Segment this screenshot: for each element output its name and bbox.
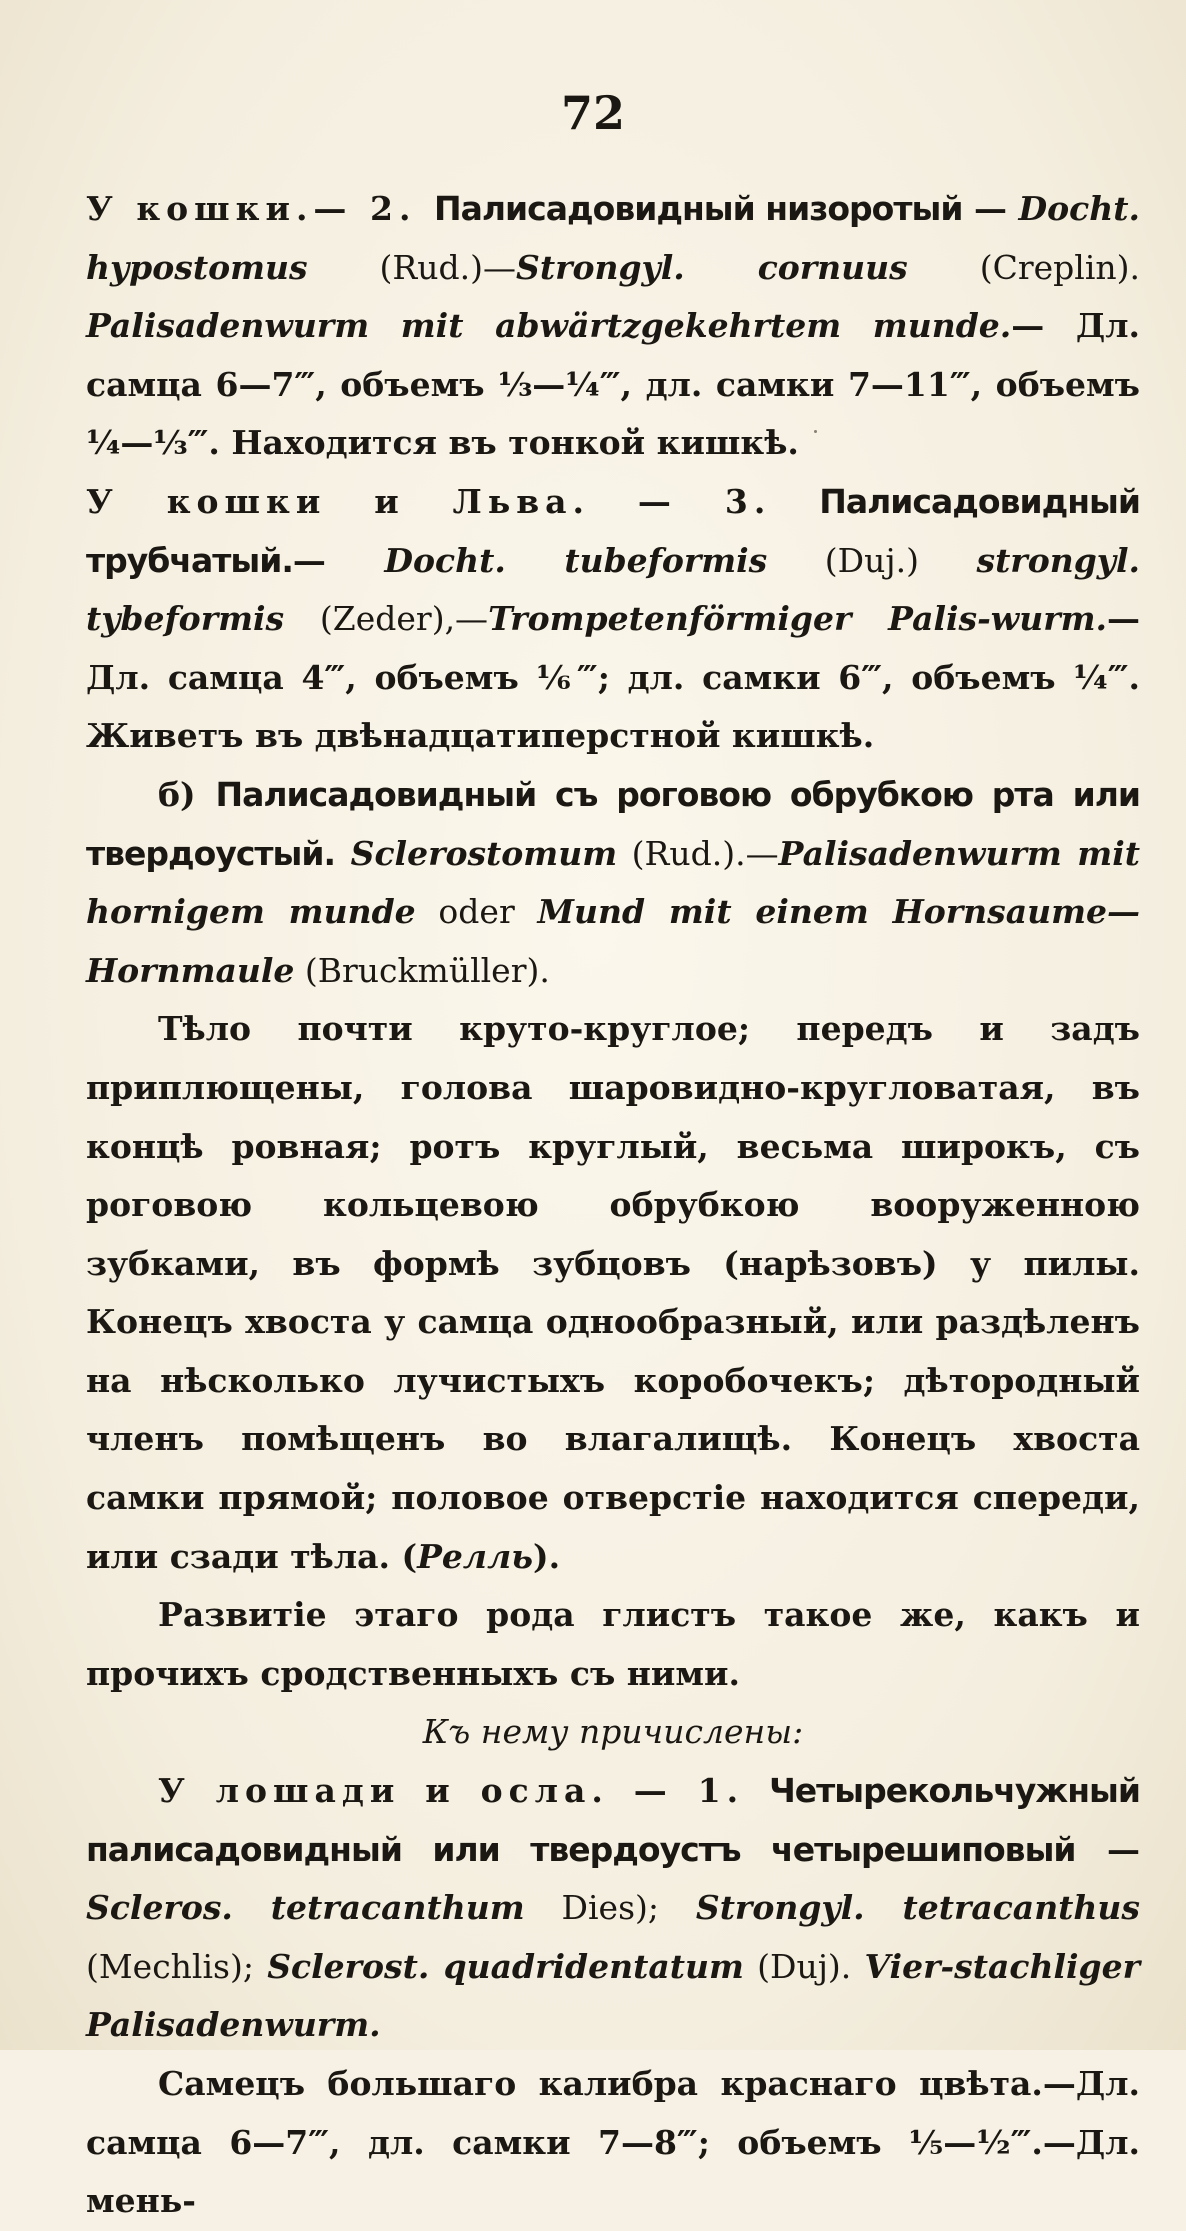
text-run: — Дл. самца 6—7‴, объемъ ⅓—¼‴, дл. самки 7—11‴, объемъ ¼—⅓‴. Находится въ тонкой кишкѣ.: [86, 306, 1140, 463]
text-run: ).: [533, 1536, 561, 1576]
text-run: Strongyl. tetracanthus: [695, 1888, 1140, 1928]
text-run: (Zeder),—: [284, 599, 489, 639]
paragraph-p6: [86, 1703, 1140, 1762]
text-run: Палисадовидный низоротый: [433, 189, 963, 228]
text-run: —: [292, 540, 385, 580]
text-run: Къ нему причислены:: [422, 1712, 804, 1752]
paragraph-p1: [86, 180, 1140, 473]
text-run: Trompetenförmiger Palis-wurm.: [488, 599, 1107, 639]
text-run: Релль: [417, 1536, 533, 1576]
text-run: Самецъ большаго калибра краснаго цвѣта.—Дл. самца 6—7‴, дл. самки 7—8‴; объемъ ⅕—½‴.—Дл. мень-: [86, 2064, 1140, 2221]
text-run: У кошки.— 2.: [86, 189, 434, 228]
text-run: Тѣло почти круто-круглое; передъ и задъ приплющены, голова шаровидно-кругловатая, въ концѣ ровная; ротъ круглый, весьма широкъ, съ роговою кольцевою обрубкою вооруженною зубками, въ формѣ зубцовъ (нарѣзовъ) у пилы. Конецъ хвоста у самца однообразный, или раздѣленъ на нѣсколько лучистыхъ коробочекъ; дѣтородный членъ помѣщенъ во влагалищѣ. Конецъ хвоста самки прямой; половое отверстіе находится спереди, или сзади тѣла. (: [86, 1009, 1140, 1576]
text-run: У кошки и Льва. — 3.: [86, 481, 820, 521]
text-run: (Duj).: [743, 1946, 865, 1986]
text-run: Strongyl. cornuus: [516, 247, 908, 287]
text-run: —: [962, 189, 1019, 228]
text-run: У лошади и осла. — 1.: [158, 1771, 770, 1811]
text-run: (Rud.).—: [617, 833, 779, 873]
text-run: oder: [415, 892, 538, 932]
paragraph-p4: [86, 1000, 1140, 1586]
text-run: Docht. hypostomus: [86, 189, 1140, 287]
text-run: —: [1075, 1829, 1140, 1869]
text-run: (Rud.)—: [307, 247, 516, 287]
text-run: Vier-stachliger Palisadenwurm.: [86, 1946, 1140, 2045]
paragraph-p8: [86, 2055, 1140, 2231]
text-run: Docht. tubeformis: [384, 540, 768, 580]
text-run: Palisadenwurm mit hornigem munde: [86, 833, 1140, 932]
text-run: [335, 834, 351, 873]
text-run: Dies);: [524, 1888, 696, 1928]
paragraph-p2: [86, 473, 1140, 766]
text-run: Четырекольчужный палисадовидный или твердоустъ четырешиповый: [86, 1771, 1140, 1869]
text-run: (Duj.): [767, 540, 977, 580]
text-run: Palisadenwurm mit abwärtzgekehrtem munde.: [86, 306, 1012, 346]
text-run: Sclerostomum: [350, 833, 618, 873]
text-run: (Bruckmüller).: [294, 950, 550, 990]
text-run: Палисадовидный съ роговою обрубкою рта или твердоустый.: [86, 774, 1140, 873]
text-run: (Creplin).: [907, 247, 1140, 287]
text-run: Палисадовидный трубчатый.: [86, 481, 1140, 580]
paragraph-p5: [86, 1586, 1140, 1703]
text-run: Scleros. tetracanthum: [86, 1888, 525, 1928]
page-text: [86, 180, 1140, 2231]
text-run: Mund mit einem Hornsaume—Hornmaule: [86, 892, 1140, 990]
text-run: (Mechlis);: [86, 1946, 268, 1986]
text-run: Развитіе этаго рода глистъ такое же, какъ и прочихъ сродственныхъ съ ними.: [86, 1595, 1140, 1693]
text-run: Sclerost. quadridentatum: [267, 1946, 744, 1986]
text-run: —Дл. самца 4‴, объемъ ⅙‴; дл. самки 6‴, объемъ ¼‴. Живетъ въ двѣнадцатиперстной кишкѣ.: [86, 599, 1140, 756]
paragraph-p3: [86, 766, 1140, 1000]
text-run: strongyl. tybeformis: [86, 540, 1140, 639]
paragraph-p7: [86, 1762, 1140, 2055]
text-run: б): [158, 774, 216, 814]
page-number: 72: [560, 86, 625, 140]
